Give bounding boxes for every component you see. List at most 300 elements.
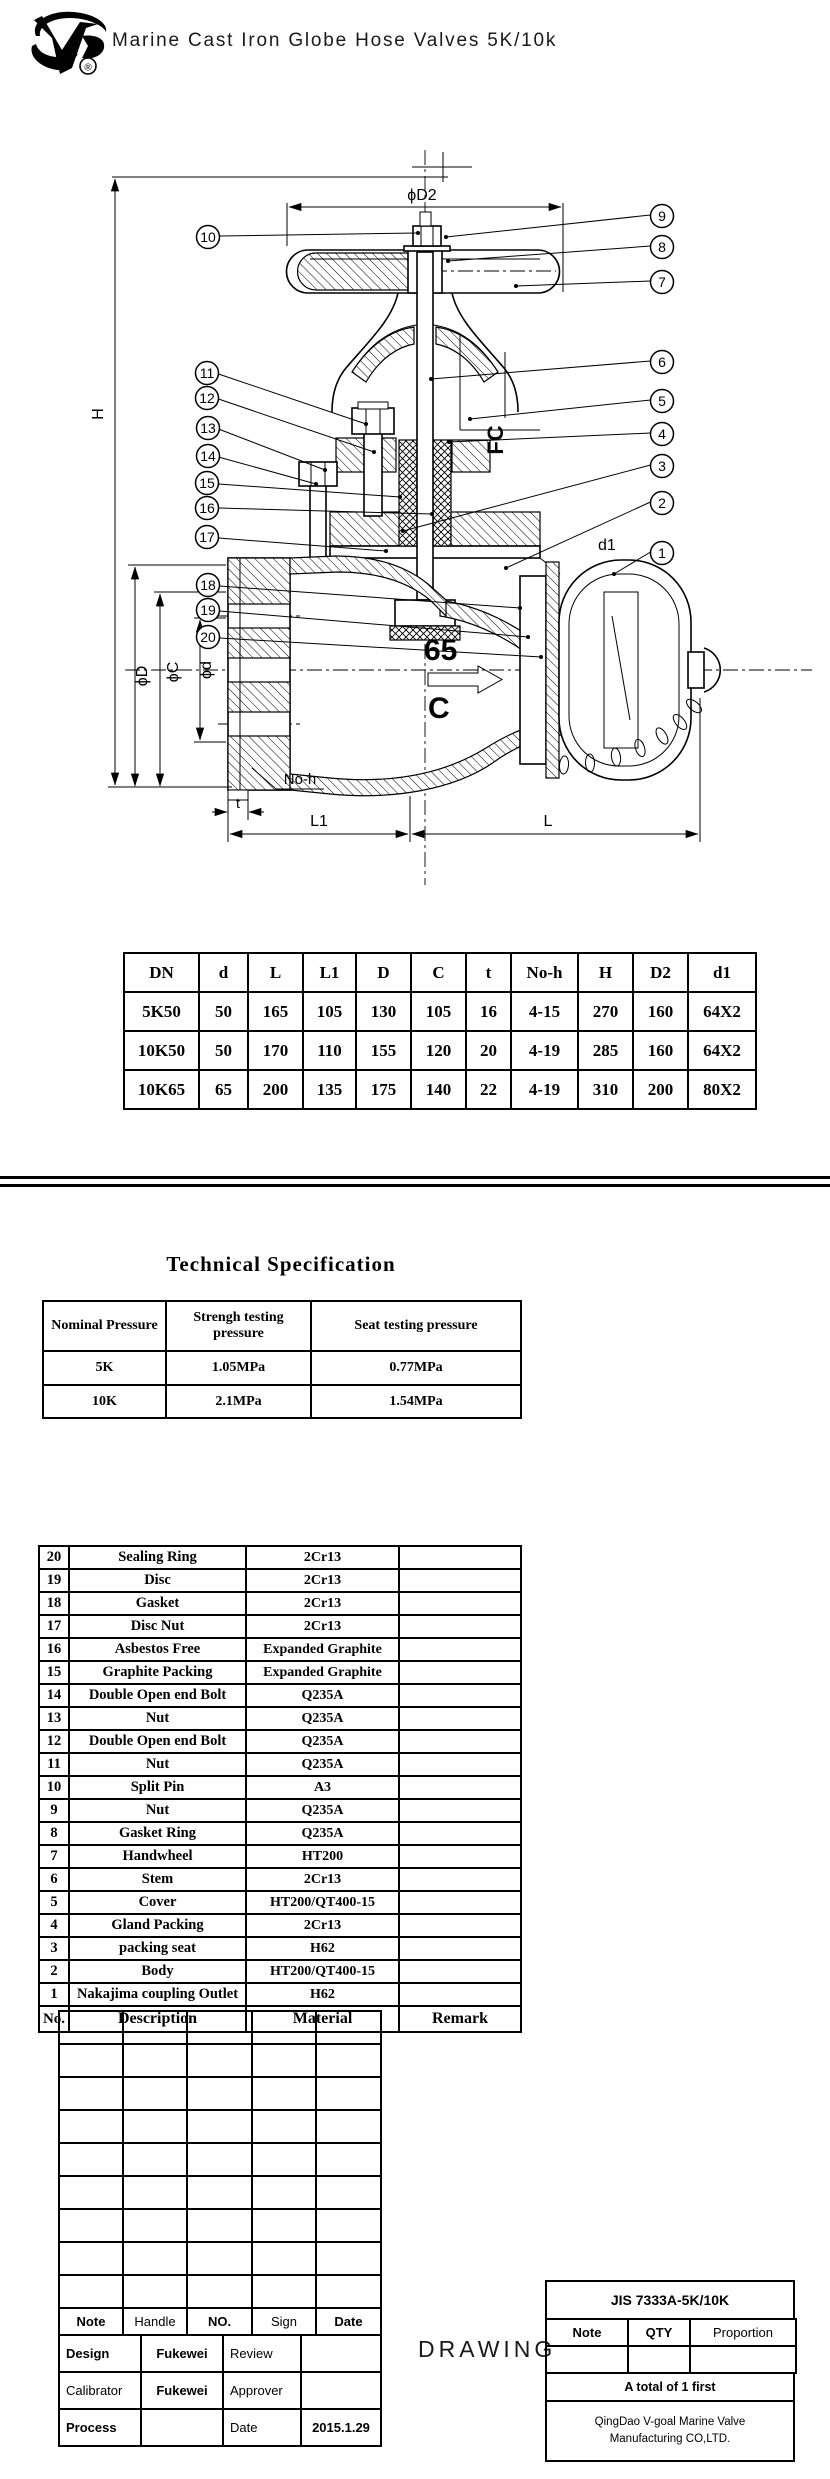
callout-16 [196, 497, 219, 520]
cell [316, 2209, 381, 2242]
table-row [59, 2335, 381, 2372]
svg-text:3: 3 [658, 458, 666, 474]
table-row [39, 1615, 521, 1638]
cell [399, 1684, 521, 1707]
col-header: No. [39, 2006, 69, 2032]
table-row [124, 1070, 756, 1109]
svg-text:8: 8 [658, 239, 666, 255]
cell: 3 [39, 1937, 69, 1960]
cell: Nut [69, 1753, 246, 1776]
cell: 4-19 [511, 1070, 578, 1109]
callout-4 [651, 423, 674, 446]
svg-text:13: 13 [200, 420, 216, 436]
table-row [39, 1661, 521, 1684]
dim-label-d1: d1 [598, 537, 616, 554]
col-header: d [199, 953, 248, 992]
cell [399, 1822, 521, 1845]
cell [59, 2110, 123, 2143]
col-header: D2 [633, 953, 688, 992]
cell: 17 [39, 1615, 69, 1638]
cell: packing seat [69, 1937, 246, 1960]
company-name [546, 2401, 794, 2461]
svg-text:20: 20 [200, 629, 216, 645]
callout-1 [651, 542, 674, 565]
cell: 20 [39, 1546, 69, 1569]
signature-block [58, 2334, 382, 2447]
role-label: Process [59, 2409, 141, 2446]
col-header: Handle [123, 2308, 187, 2335]
bore-size-label: 65 [424, 634, 458, 667]
cell [399, 1546, 521, 1569]
table-row [39, 1822, 521, 1845]
cell [123, 2275, 187, 2308]
table-row [39, 1569, 521, 1592]
cell: 50 [199, 1031, 248, 1070]
cell [187, 2044, 252, 2077]
callout-10 [197, 226, 220, 249]
callout-11 [196, 362, 219, 385]
outlet-cap [520, 560, 720, 780]
cell: 4-19 [511, 1031, 578, 1070]
qty-proportion-table [545, 2318, 797, 2374]
spec-title: Technical Specification [166, 1252, 396, 1276]
cell [316, 2143, 381, 2176]
cell: 170 [248, 1031, 303, 1070]
cell [399, 1891, 521, 1914]
dim-label-h: H [90, 408, 107, 420]
cell: 64X2 [688, 1031, 756, 1070]
cell [316, 2044, 381, 2077]
cell: 10K [43, 1385, 166, 1418]
table-row [59, 2143, 381, 2176]
col-header: Note [546, 2319, 628, 2346]
callout-17 [196, 526, 219, 549]
table-row [39, 1937, 521, 1960]
cell: 2Cr13 [246, 1592, 399, 1615]
col-header: Nominal Pressure [43, 1301, 166, 1351]
callout-15 [196, 472, 219, 495]
cell: Disc [69, 1569, 246, 1592]
table-row [39, 1914, 521, 1937]
dimension-table [123, 952, 757, 1110]
dim-label-no-h: No-h [283, 771, 317, 788]
svg-text:16: 16 [199, 500, 215, 516]
cell [316, 2242, 381, 2275]
table-row [546, 2346, 796, 2373]
cell [690, 2346, 796, 2373]
cell: Disc Nut [69, 1615, 246, 1638]
dim-label-phi-d: ϕD [134, 665, 151, 687]
cell: 14 [39, 1684, 69, 1707]
cell: HT200/QT400-15 [246, 1891, 399, 1914]
col-header: DN [124, 953, 199, 992]
col-header: L1 [303, 953, 356, 992]
cell: Q235A [246, 1753, 399, 1776]
cell [399, 1638, 521, 1661]
callout-8 [651, 236, 674, 259]
col-header: Description [69, 2006, 246, 2032]
cell: 165 [248, 992, 303, 1031]
cell [399, 1868, 521, 1891]
cell [123, 2044, 187, 2077]
cell: 18 [39, 1592, 69, 1615]
col-header: Seat testing pressure [311, 1301, 521, 1351]
cell [399, 1799, 521, 1822]
page-title: Marine Cast Iron Globe Hose Valves 5K/10k [112, 30, 558, 51]
cell [59, 2077, 123, 2110]
table-row [59, 2242, 381, 2275]
cell: Q235A [246, 1730, 399, 1753]
empty-revision-grid [58, 2010, 382, 2309]
body-material-mark: FC [483, 425, 508, 455]
col-header: D [356, 953, 411, 992]
cell: Handwheel [69, 1845, 246, 1868]
cell [252, 2044, 316, 2077]
spec-header-row [43, 1301, 521, 1351]
table-row [39, 1592, 521, 1615]
cell [252, 2209, 316, 2242]
cell [59, 2176, 123, 2209]
cell [252, 2275, 316, 2308]
cell [399, 1914, 521, 1937]
cell [252, 2176, 316, 2209]
svg-text:7: 7 [658, 274, 666, 290]
table-row [39, 1753, 521, 1776]
cell [399, 1615, 521, 1638]
cell: Nut [69, 1707, 246, 1730]
col-header: H [578, 953, 633, 992]
cell: Gland Packing [69, 1914, 246, 1937]
cell [123, 2077, 187, 2110]
callout-3 [651, 455, 674, 478]
cell: 4-15 [511, 992, 578, 1031]
cell: Double Open end Bolt [69, 1730, 246, 1753]
svg-text:6: 6 [658, 354, 666, 370]
cell: 10K50 [124, 1031, 199, 1070]
cell: 19 [39, 1569, 69, 1592]
cell [187, 2143, 252, 2176]
callout-19 [197, 599, 220, 622]
table-row [59, 2409, 381, 2446]
col-header: C [411, 953, 466, 992]
cell: HT200/QT400-15 [246, 1960, 399, 1983]
drawing-word: DRAWING [418, 2336, 557, 2362]
cell: Q235A [246, 1822, 399, 1845]
role-label: Date [223, 2409, 301, 2446]
svg-text:9: 9 [658, 208, 666, 224]
table-row [39, 1799, 521, 1822]
cell: 2Cr13 [246, 1615, 399, 1638]
cell: 8 [39, 1822, 69, 1845]
dim-label-l1: L1 [310, 813, 328, 830]
table-row [39, 1868, 521, 1891]
svg-text:4: 4 [658, 426, 666, 442]
signer-name: Fukewei [141, 2335, 223, 2372]
col-header: L [248, 953, 303, 992]
callout-7 [651, 271, 674, 294]
cell [59, 2011, 123, 2044]
cell: 160 [633, 1031, 688, 1070]
cell: 50 [199, 992, 248, 1031]
table-row [39, 1891, 521, 1914]
callout-2 [651, 492, 674, 515]
cell: Q235A [246, 1799, 399, 1822]
col-header: Date [316, 2308, 381, 2335]
doc-number: JIS 7333A-5K/10K [546, 2281, 794, 2319]
total-note-box [545, 2372, 795, 2402]
cell: 1 [39, 1983, 69, 2006]
table-row [39, 1960, 521, 1983]
table-row [43, 1351, 521, 1385]
cell: Sealing Ring [69, 1546, 246, 1569]
cell: 5 [39, 1891, 69, 1914]
cell [399, 1845, 521, 1868]
table-row [39, 1983, 521, 2006]
table-row [59, 2110, 381, 2143]
col-header: Material [246, 2006, 399, 2032]
cell: Stem [69, 1868, 246, 1891]
cell [316, 2176, 381, 2209]
cell [399, 1730, 521, 1753]
cell: Nut [69, 1799, 246, 1822]
cell: 4 [39, 1914, 69, 1937]
cell: 270 [578, 992, 633, 1031]
cell [59, 2044, 123, 2077]
parts-list-table [38, 1545, 522, 2033]
cell [187, 2110, 252, 2143]
cell [399, 1983, 521, 2006]
cell: 310 [578, 1070, 633, 1109]
callout-14 [197, 445, 220, 468]
cell [399, 1776, 521, 1799]
cell: Q235A [246, 1684, 399, 1707]
cell: 16 [466, 992, 511, 1031]
cell [123, 2143, 187, 2176]
cell: Expanded Graphite [246, 1638, 399, 1661]
role-label: Review [223, 2335, 301, 2372]
table-row [39, 1546, 521, 1569]
cell: 22 [466, 1070, 511, 1109]
cell: 9 [39, 1799, 69, 1822]
cell: 2Cr13 [246, 1569, 399, 1592]
table-row [39, 1707, 521, 1730]
svg-text:14: 14 [200, 448, 216, 464]
cell [123, 2110, 187, 2143]
col-header: Note [59, 2308, 123, 2335]
cell: H62 [246, 1937, 399, 1960]
signer-name: Fukewei [141, 2372, 223, 2409]
cell: Double Open end Bolt [69, 1684, 246, 1707]
table-row [39, 1730, 521, 1753]
cell: 285 [578, 1031, 633, 1070]
cell [123, 2011, 187, 2044]
company-box [545, 2400, 795, 2462]
cell [399, 1753, 521, 1776]
role-label: Approver [223, 2372, 301, 2409]
section-divider [0, 1176, 830, 1187]
cell: Gasket Ring [69, 1822, 246, 1845]
cell [316, 2011, 381, 2044]
cell [399, 1937, 521, 1960]
col-header: t [466, 953, 511, 992]
cell: Graphite Packing [69, 1661, 246, 1684]
table-row [59, 2044, 381, 2077]
cell: 200 [633, 1070, 688, 1109]
cell: HT200 [246, 1845, 399, 1868]
cell: 1.05MPa [166, 1351, 311, 1385]
svg-text:15: 15 [199, 475, 215, 491]
cell [546, 2346, 628, 2373]
table-row [59, 2176, 381, 2209]
dim-label-phi-d-small: ϕd [198, 661, 215, 679]
cell: 140 [411, 1070, 466, 1109]
signer-name [301, 2372, 381, 2409]
registered-symbol: ® [84, 62, 92, 74]
svg-text:19: 19 [200, 602, 216, 618]
role-label: Calibrator [59, 2372, 141, 2409]
cell: 5K [43, 1351, 166, 1385]
date-value: 2015.1.29 [301, 2409, 381, 2446]
cell: 64X2 [688, 992, 756, 1031]
signer-name [141, 2409, 223, 2446]
table-row [59, 2275, 381, 2308]
cell: 105 [411, 992, 466, 1031]
col-header: d1 [688, 953, 756, 992]
col-header: QTY [628, 2319, 690, 2346]
cell: 110 [303, 1031, 356, 1070]
cell: 13 [39, 1707, 69, 1730]
dim-label-t: t [236, 795, 240, 811]
revision-header-row [58, 2307, 382, 2336]
cell: 0.77MPa [311, 1351, 521, 1385]
cell [252, 2077, 316, 2110]
cell: 65 [199, 1070, 248, 1109]
cell: H62 [246, 1983, 399, 2006]
callout-18 [197, 574, 220, 597]
cell: Expanded Graphite [246, 1661, 399, 1684]
table-row [59, 2011, 381, 2044]
svg-text:12: 12 [199, 390, 215, 406]
col-header: NO. [187, 2308, 252, 2335]
callout-6 [651, 351, 674, 374]
cell [187, 2209, 252, 2242]
cell: 120 [411, 1031, 466, 1070]
cell [399, 1661, 521, 1684]
cell: 7 [39, 1845, 69, 1868]
callout-13 [197, 417, 220, 440]
callout-12 [196, 387, 219, 410]
svg-text:2: 2 [658, 495, 666, 511]
valve-cross-section-drawing [0, 0, 830, 900]
cell: 155 [356, 1031, 411, 1070]
cell: 11 [39, 1753, 69, 1776]
callout-5 [651, 390, 674, 413]
cell [316, 2275, 381, 2308]
table-row [59, 2209, 381, 2242]
cell: 10K65 [124, 1070, 199, 1109]
cell: 12 [39, 1730, 69, 1753]
cell [399, 1592, 521, 1615]
table-row [39, 1684, 521, 1707]
cell: Body [69, 1960, 246, 1983]
cell: 10 [39, 1776, 69, 1799]
svg-text:1: 1 [658, 545, 666, 561]
dim-label-l: L [543, 813, 553, 830]
cell [252, 2242, 316, 2275]
cell: Q235A [246, 1707, 399, 1730]
cell [316, 2077, 381, 2110]
cell: Gasket [69, 1592, 246, 1615]
cell: 2Cr13 [246, 1868, 399, 1891]
cell: Cover [69, 1891, 246, 1914]
cell: 1.54MPa [311, 1385, 521, 1418]
cell [187, 2242, 252, 2275]
flow-mark-label: C [428, 692, 450, 725]
cell [123, 2242, 187, 2275]
dim-label-phi-c: ϕC [165, 661, 182, 683]
col-header: Strengh testing pressure [166, 1301, 311, 1351]
cell: Asbestos Free [69, 1638, 246, 1661]
cell [187, 2077, 252, 2110]
svg-text:5: 5 [658, 393, 666, 409]
cell [399, 1960, 521, 1983]
cell: 5K50 [124, 992, 199, 1031]
cell: Split Pin [69, 1776, 246, 1799]
table-row [43, 1385, 521, 1418]
cell [59, 2275, 123, 2308]
col-header: No-h [511, 953, 578, 992]
svg-text:11: 11 [199, 365, 215, 381]
cell [187, 2011, 252, 2044]
cell [252, 2110, 316, 2143]
cell [399, 1569, 521, 1592]
signer-name [301, 2335, 381, 2372]
dim-label-phi-d2: ϕD2 [407, 187, 437, 204]
cell [187, 2176, 252, 2209]
cell: 16 [39, 1638, 69, 1661]
cell: 6 [39, 1868, 69, 1891]
spec-table [42, 1300, 522, 1419]
table-row [59, 2077, 381, 2110]
company-line: Manufacturing CO,LTD. [609, 2433, 731, 2445]
cell [252, 2143, 316, 2176]
cell: 2 [39, 1960, 69, 1983]
cell: 130 [356, 992, 411, 1031]
cell: 200 [248, 1070, 303, 1109]
callout-20 [197, 626, 220, 649]
svg-text:18: 18 [200, 577, 216, 593]
col-header: Sign [252, 2308, 316, 2335]
cell: Nakajima coupling Outlet [69, 1983, 246, 2006]
cell: 160 [633, 992, 688, 1031]
cell: 20 [466, 1031, 511, 1070]
cell: 15 [39, 1661, 69, 1684]
table-row [546, 2319, 796, 2346]
table-row [39, 1776, 521, 1799]
role-label: Design [59, 2335, 141, 2372]
svg-text:10: 10 [200, 229, 216, 245]
col-header: Proportion [690, 2319, 796, 2346]
cell: 80X2 [688, 1070, 756, 1109]
cell [252, 2011, 316, 2044]
cell: 105 [303, 992, 356, 1031]
cell [316, 2110, 381, 2143]
cell [123, 2209, 187, 2242]
cell [59, 2143, 123, 2176]
cell: A3 [246, 1776, 399, 1799]
cell: 2.1MPa [166, 1385, 311, 1418]
table-row [124, 1031, 756, 1070]
